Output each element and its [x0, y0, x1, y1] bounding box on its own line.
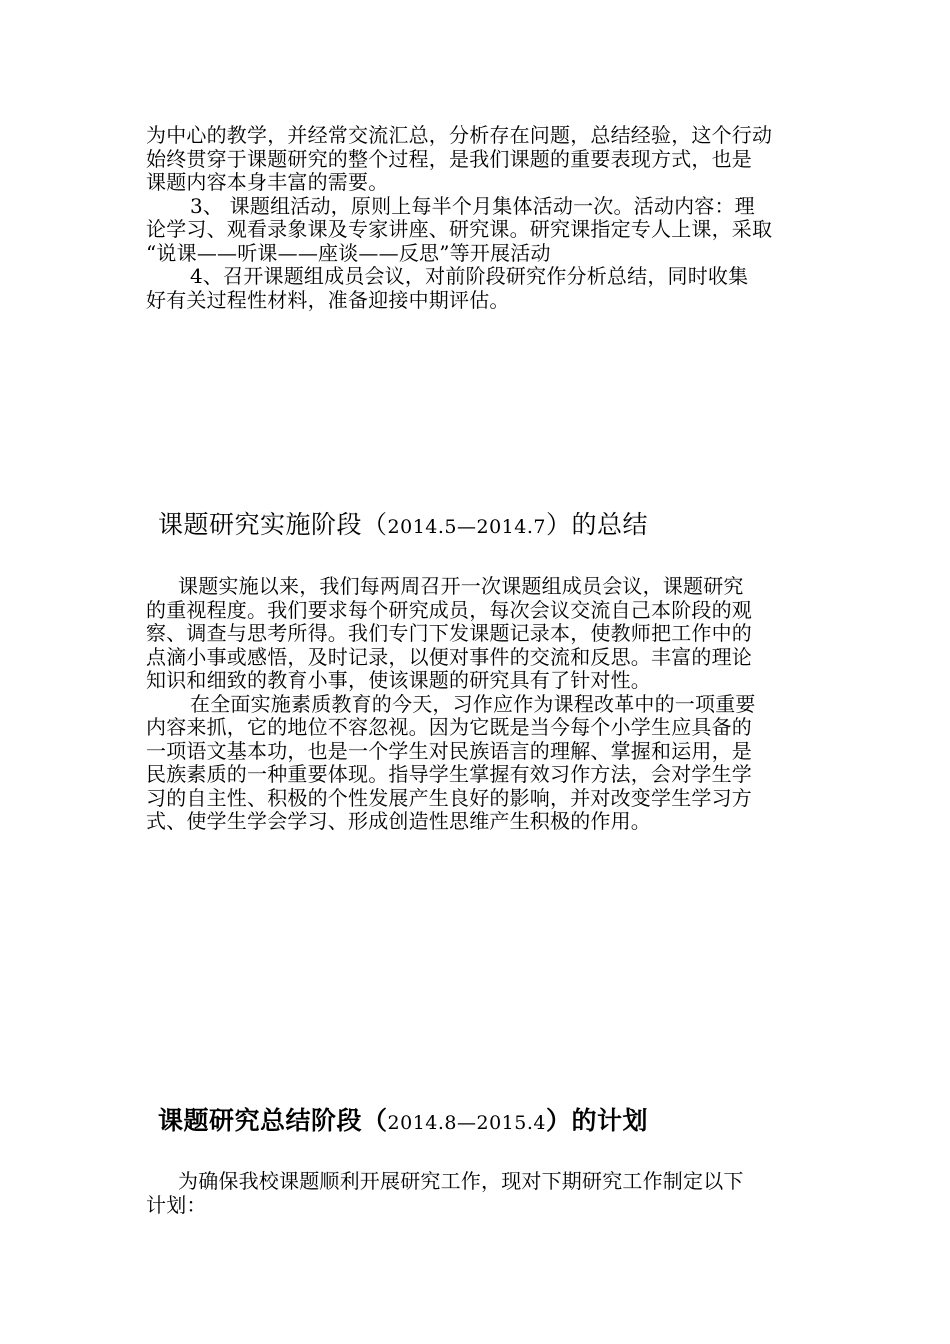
paragraph-block-activities [146, 124, 810, 312]
text-line: 课题内容本身丰富的需要。 [146, 170, 389, 194]
text-line: 察、调查与思考所得。我们专门下发课题记录本，使教师把工作中的 [146, 621, 752, 645]
text-line: 3、 课题组活动，原则上每半个月集体活动一次。活动内容：理 [190, 193, 755, 218]
heading-date-range: 2014.5—2014.7 [387, 516, 546, 538]
text-line: 课题实施以来，我们每两周召开一次课题组成员会议，课题研究 [178, 574, 744, 598]
text-line: 点滴小事或感悟，及时记录，以便对事件的交流和反思。丰富的理论 [146, 644, 752, 669]
text-line: 始终贯穿于课题研究的整个过程，是我们课题的重要表现方式，也是 [146, 146, 752, 171]
text-line: 4、召开课题组成员会议，对前阶段研究作分析总结，同时收集 [190, 264, 749, 288]
text-line: 计划： [146, 1192, 207, 1217]
text-line: 民族素质的一种重要体现。指导学生掌握有效习作方法，会对学生学 [146, 762, 752, 786]
heading-text: ）的总结 [545, 510, 648, 539]
heading-text: ）的计划 [545, 1106, 648, 1135]
paragraph-block-summary [146, 575, 810, 834]
text-line: 习的自主性、积极的个性发展产生良好的影响，并对改变学生学习方 [146, 785, 752, 810]
text-line: 一项语文基本功，也是一个学生对民族语言的理解、掌握和运用，是 [146, 738, 752, 763]
heading-date-range: 2014.8—2015.4 [387, 1112, 546, 1134]
section-heading-implementation-summary [158, 510, 648, 542]
text-line: 在全面实施素质教育的今天，习作应作为课程改革中的一项重要 [190, 691, 756, 716]
text-line: “说课——听课——座谈——反思”等开展活动 [146, 240, 551, 265]
text-line: 论学习、观看录象课及专家讲座、研究课。研究课指定专人上课，采取 [146, 217, 773, 241]
text-line: 为中心的教学，并经常交流汇总，分析存在问题，总结经验，这个行动 [146, 123, 773, 147]
text-line: 式、使学生学会学习、形成创造性思维产生积极的作用。 [146, 809, 651, 833]
text-line: 好有关过程性材料，准备迎接中期评估。 [146, 287, 510, 312]
paragraph-block-plan [146, 1170, 810, 1217]
text-line: 知识和细致的教育小事，使该课题的研究具有了针对性。 [146, 668, 651, 692]
text-line: 的重视程度。我们要求每个研究成员，每次会议交流自己本阶段的观 [146, 597, 752, 622]
text-line: 内容来抓，它的地位不容忽视。因为它既是当今每个小学生应具备的 [146, 715, 752, 739]
heading-text: 课题研究总结阶段（ [158, 1106, 388, 1135]
section-heading-summary-plan [158, 1106, 648, 1138]
heading-text: 课题研究实施阶段（ [158, 510, 388, 539]
text-line: 为确保我校课题顺利开展研究工作，现对下期研究工作制定以下 [178, 1169, 744, 1193]
